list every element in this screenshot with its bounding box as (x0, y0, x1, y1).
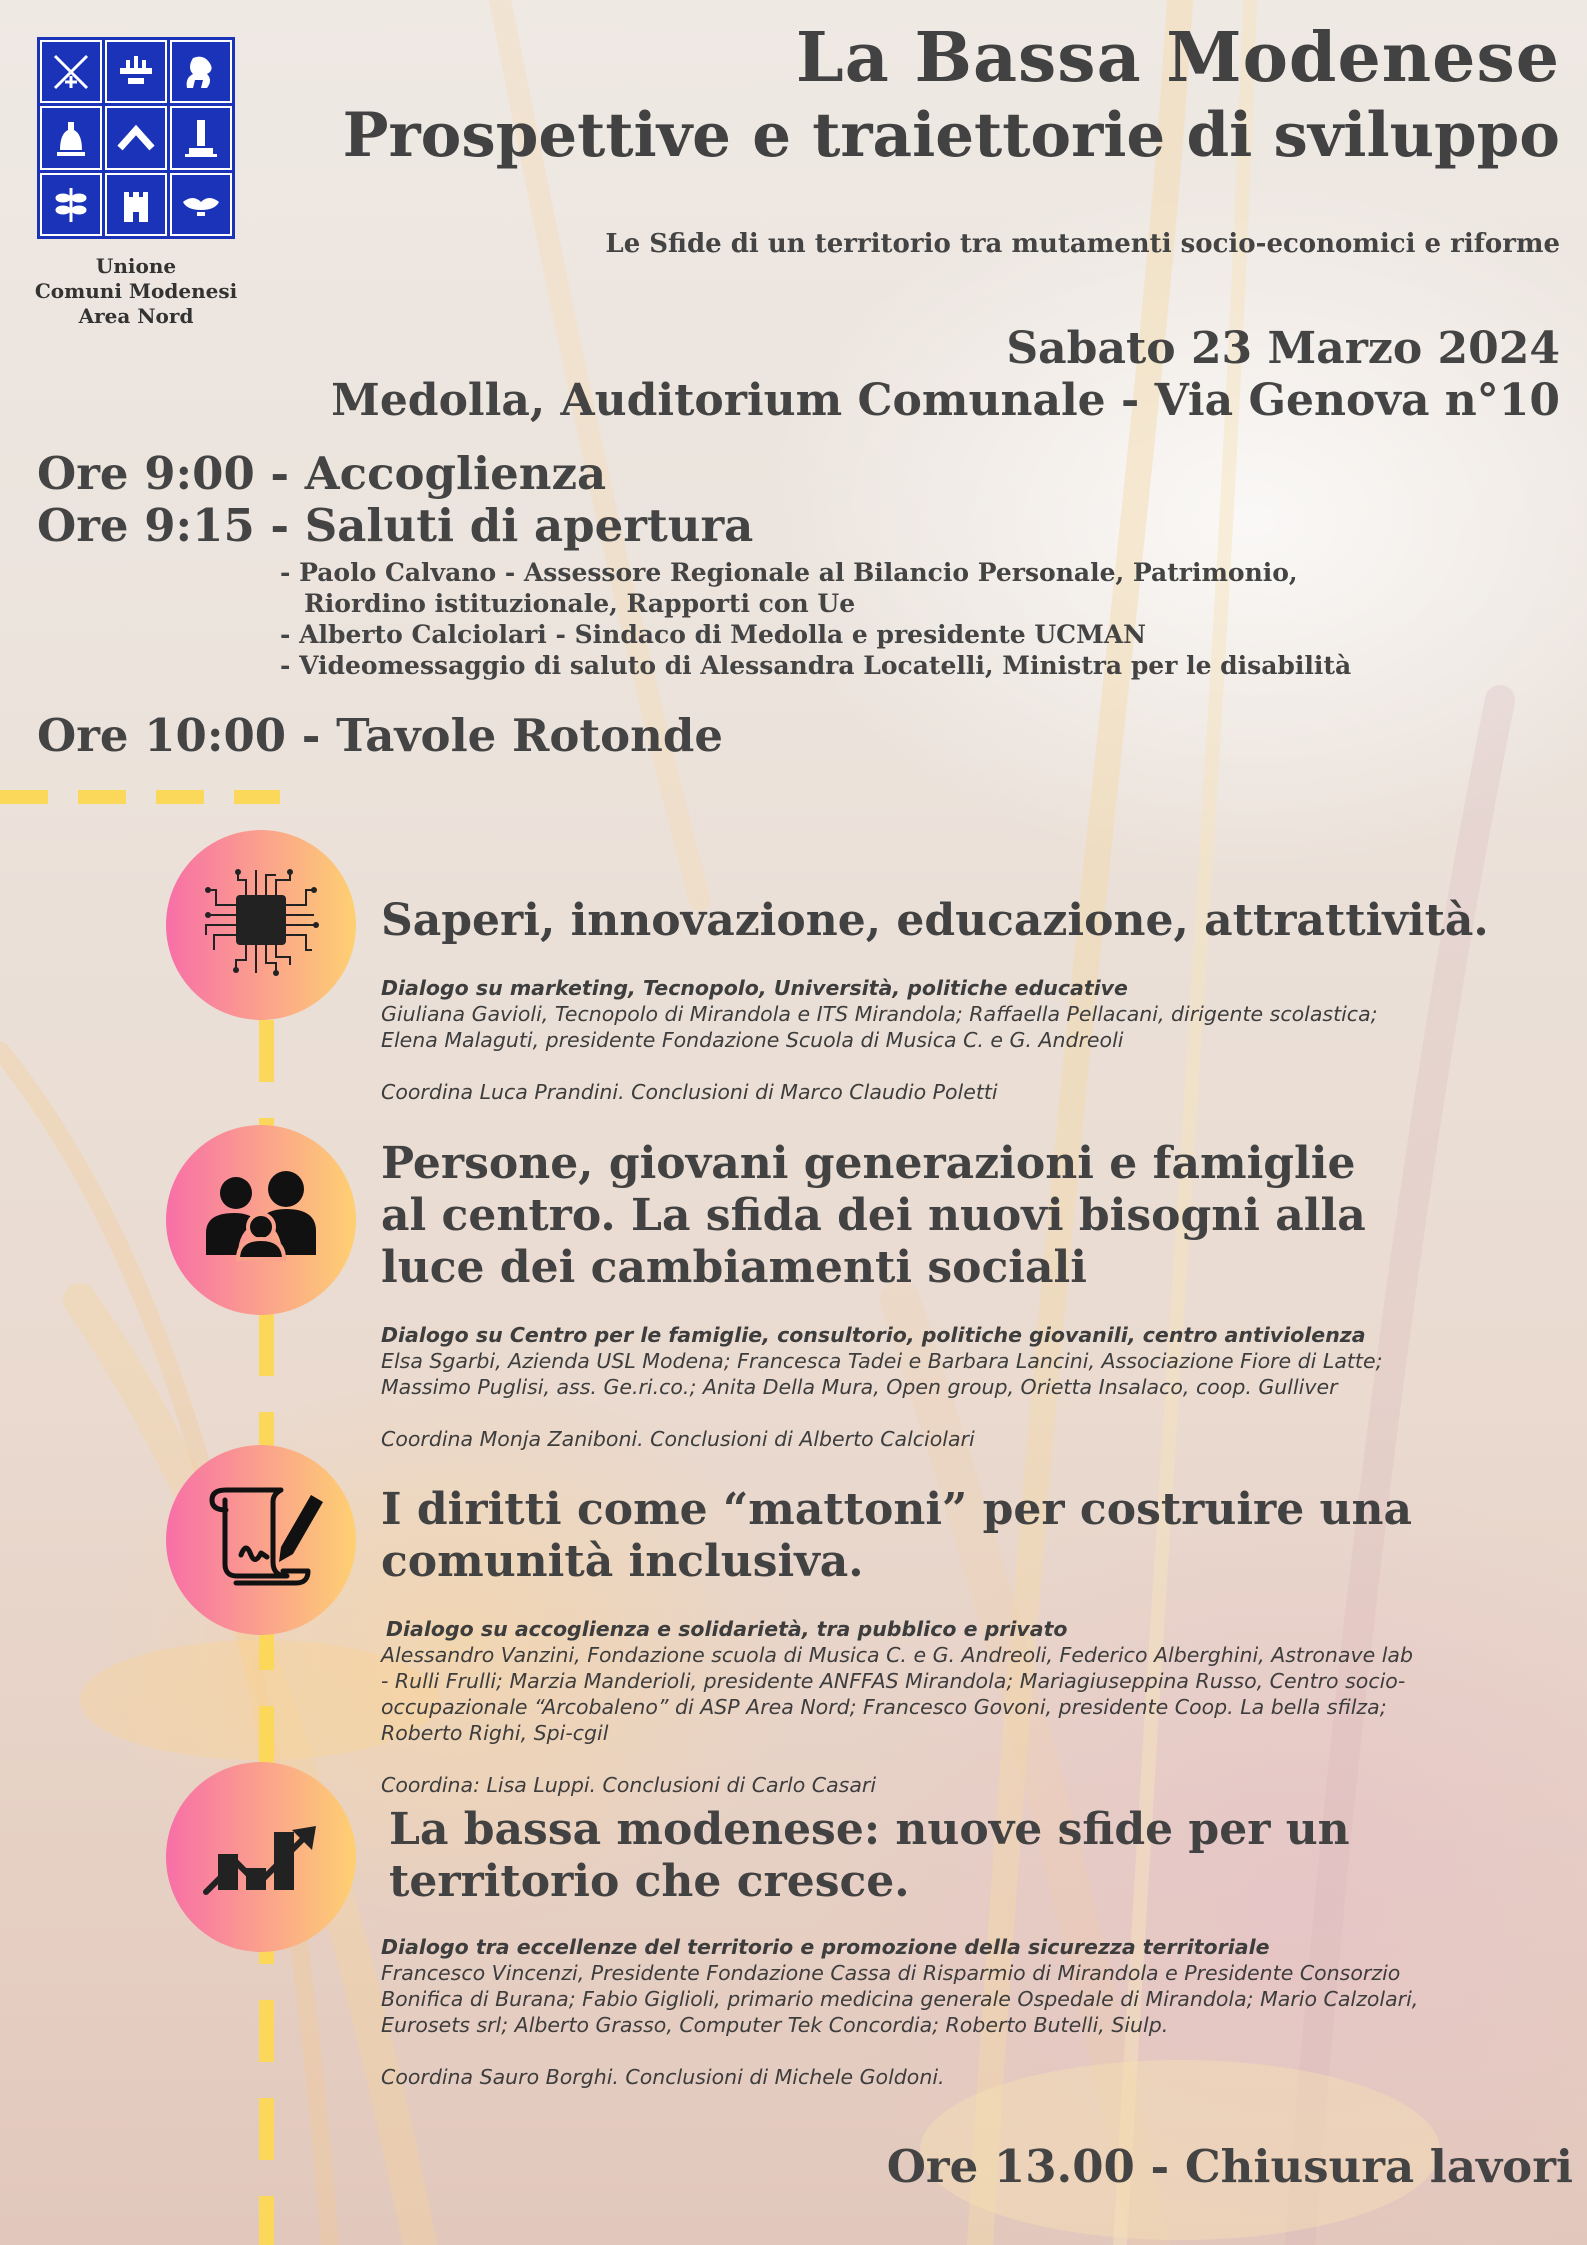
dialogue-topic: Dialogo su Centro per le famiglie, consultorio, politiche giovanili, centro antiviolenza (381, 1323, 1366, 1347)
logo-caption-line: Area Nord (78, 304, 194, 328)
logo-chevron-icon (105, 106, 167, 169)
logo-fortress-icon (105, 173, 167, 236)
coordination: Coordina Luca Prandini. Conclusioni di Marco Claudio Poletti (381, 1080, 998, 1104)
title-line: La bassa modenese: nuove sfide per un (389, 1804, 1350, 1855)
round-table-title (381, 1484, 1412, 1588)
title-line: I diritti come “mattoni” per costruire una (381, 1484, 1413, 1535)
round-table-details (381, 1616, 1521, 1798)
schedule-closing: Ore 13.00 - Chiusura lavori (886, 2140, 1573, 2193)
tagline: Le Sfide di un territorio tra mutamenti socio-economici e riforme (605, 229, 1560, 259)
logo-crossed-swords-icon (40, 40, 102, 103)
greeting-item: - Videomessaggio di saluto di Alessandra Locatelli, Ministra per le disabilità (280, 651, 1352, 680)
coordination: Coordina Monja Zaniboni. Conclusioni di Alberto Calciolari (381, 1427, 975, 1451)
title-line: territorio che cresce. (389, 1856, 910, 1907)
logo-winged-icon (170, 173, 232, 236)
event-place: Medolla, Auditorium Comunale - Via Genova n°10 (331, 375, 1560, 426)
speaker-line: - Rulli Frulli; Marzia Manderioli, presidente ANFFAS Mirandola; Mariagiuseppina Russo, Centro socio- (381, 1669, 1406, 1693)
speaker-line: Elsa Sgarbi, Azienda USL Modena; Francesca Tadei e Barbara Lancini, Associazione Fiore di Latte; (381, 1349, 1383, 1373)
round-table-details (381, 1934, 1521, 2090)
speaker-line: Massimo Puglisi, ass. Ge.ri.co.; Anita Della Mura, Open group, Orietta Insalaco, coop. Gulliver (381, 1375, 1338, 1399)
main-title: La Bassa Modenese (795, 18, 1560, 98)
schedule-welcome: Ore 9:00 - Accoglienza (37, 447, 607, 500)
logo-caption-line: Unione (95, 254, 177, 278)
round-table-details (381, 975, 1521, 1105)
speaker-line: Alessandro Vanzini, Fondazione scuola di Musica C. e G. Andreoli, Federico Alberghini, Astronave lab (381, 1643, 1414, 1667)
speaker-line: Eurosets srl; Alberto Grasso, Computer Tek Concordia; Roberto Butelli, Siulp. (381, 2013, 1169, 2037)
greeting-item: - Alberto Calciolari - Sindaco di Medolla e presidente UCMAN (280, 620, 1146, 649)
main-subtitle: Prospettive e traiettorie di sviluppo (342, 100, 1560, 171)
round-table-title (381, 1138, 1366, 1294)
logo-bell-icon (40, 106, 102, 169)
speaker-line: Elena Malaguti, presidente Fondazione Scuola di Musica C. e G. Andreoli (381, 1028, 1124, 1052)
title-line: Saperi, innovazione, educazione, attrattività. (381, 895, 1489, 946)
title-line: comunità inclusiva. (381, 1536, 864, 1587)
title-line: al centro. La sfida dei nuovi bisogni alla (381, 1190, 1366, 1241)
dialogue-topic: Dialogo su marketing, Tecnopolo, Università, politiche educative (381, 976, 1128, 1000)
dialogue-topic: Dialogo tra eccellenze del territorio e promozione della sicurezza territoriale (381, 1935, 1270, 1959)
round-table-title (389, 1804, 1350, 1908)
logo-caption (20, 254, 252, 329)
logo-tower-icon (170, 106, 232, 169)
title-line: Persone, giovani generazioni e famiglie (381, 1138, 1356, 1189)
dialogue-topic: Dialogo su accoglienza e solidarietà, tra pubblico e privato (386, 1617, 1068, 1641)
round-table-title (381, 895, 1489, 947)
speaker-line: Roberto Righi, Spi-cgil (381, 1721, 609, 1745)
ucman-logo (37, 37, 235, 239)
event-date: Sabato 23 Marzo 2024 (1006, 323, 1560, 374)
speaker-line: Bonifica di Burana; Fabio Giglioli, primario medicina generale Ospedale di Mirandola; Mario Calzolari, (381, 1987, 1419, 2011)
schedule-round-tables: Ore 10:00 - Tavole Rotonde (37, 709, 723, 762)
title-line: luce dei cambiamenti sociali (381, 1242, 1087, 1293)
coordination: Coordina Sauro Borghi. Conclusioni di Michele Goldoni. (381, 2065, 945, 2089)
scroll-pen-icon (166, 1445, 356, 1635)
timeline-horizontal-dashes (0, 790, 280, 804)
greeting-item: Riordino istituzionale, Rapporti con Ue (304, 589, 856, 618)
logo-castle-icon (105, 40, 167, 103)
coordination: Coordina: Lisa Luppi. Conclusioni di Carlo Casari (381, 1773, 877, 1797)
logo-lion-icon (170, 40, 232, 103)
microchip-icon (166, 830, 356, 1020)
speaker-line: Giuliana Gavioli, Tecnopolo di Mirandola e ITS Mirandola; Raffaella Pellacani, dirigente scolastica; (381, 1002, 1378, 1026)
greetings-list (280, 557, 1351, 681)
greeting-item: - Paolo Calvano - Assessore Regionale al Bilancio Personale, Patrimonio, (280, 558, 1298, 587)
logo-caption-line: Comuni Modenesi (34, 279, 238, 303)
round-table-details (381, 1322, 1521, 1452)
speaker-line: Francesco Vincenzi, Presidente Fondazione Cassa di Risparmio di Mirandola e Presidente Consorzio (381, 1961, 1401, 1985)
growth-chart-icon (166, 1762, 356, 1952)
schedule-opening: Ore 9:15 - Saluti di apertura (37, 499, 754, 552)
speaker-line: occupazionale “Arcobaleno” di ASP Area Nord; Francesco Govoni, presidente Coop. La bella sfilza; (381, 1695, 1387, 1719)
family-icon (166, 1125, 356, 1315)
logo-plant-icon (40, 173, 102, 236)
